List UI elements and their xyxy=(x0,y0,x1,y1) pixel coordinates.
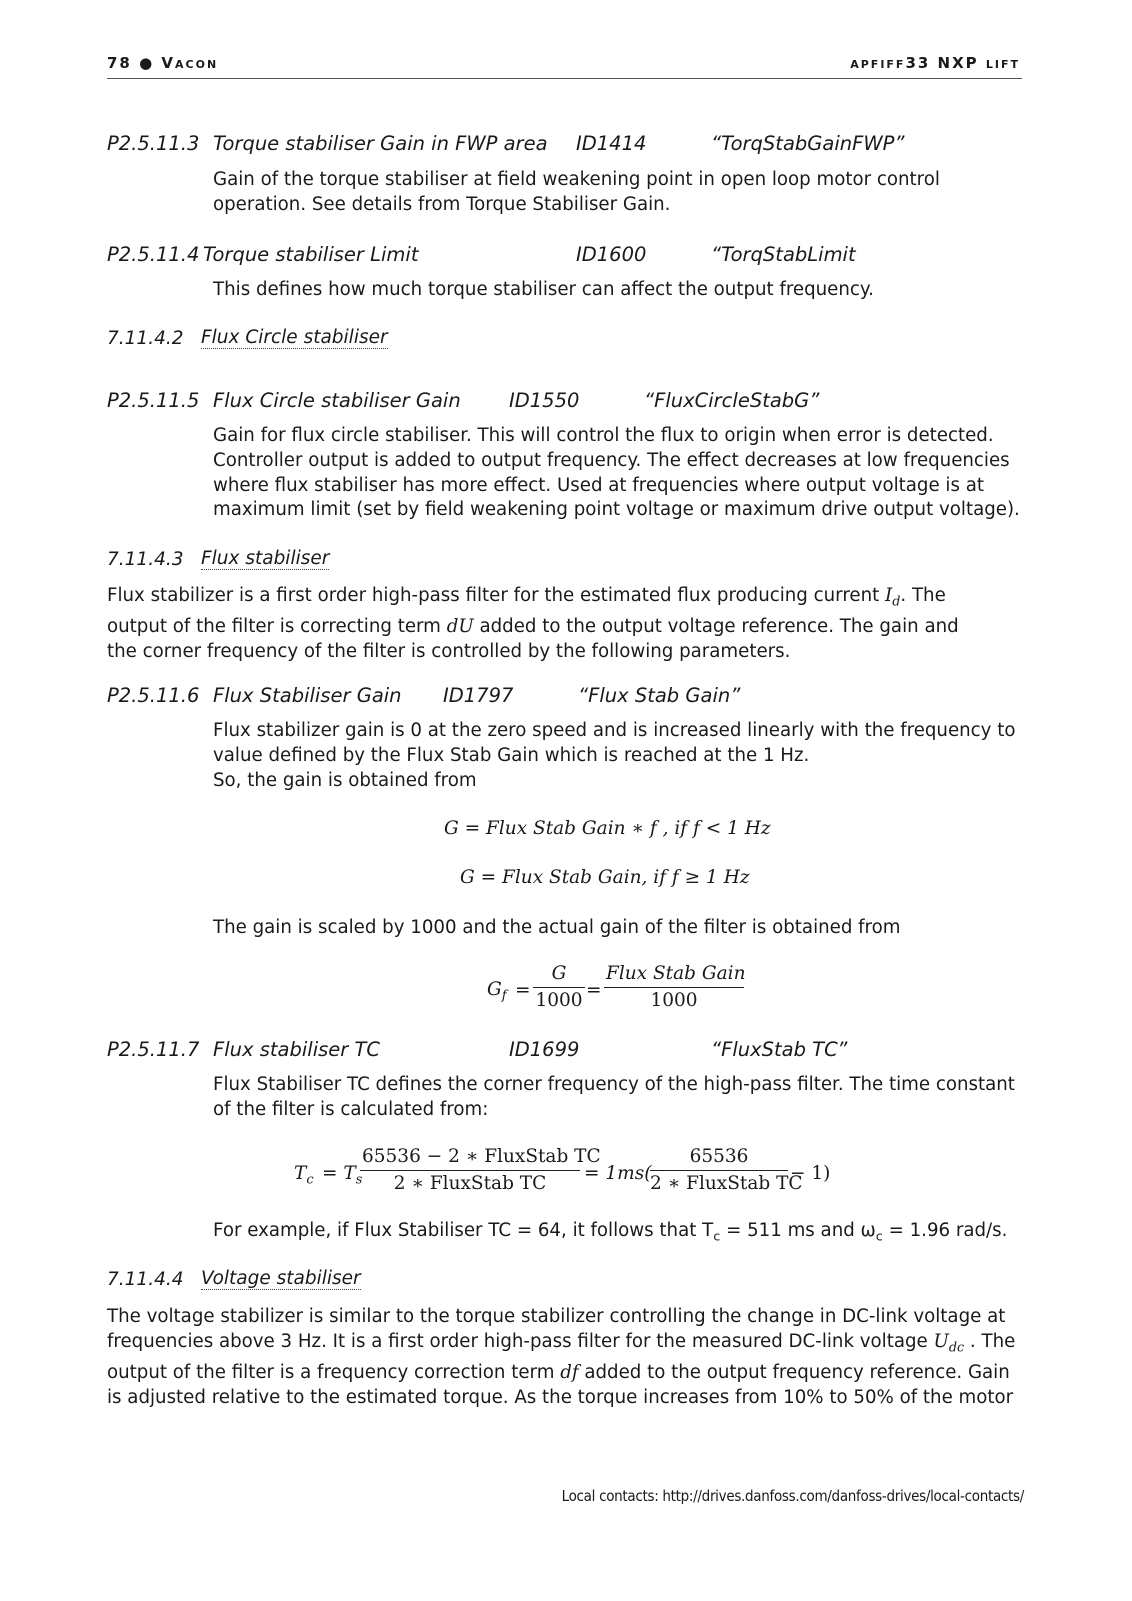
equation-gain-below-1hz: G = Flux Stab Gain ∗ f , if f < 1 Hz xyxy=(444,818,771,839)
text-run: = 1.96 rad/s. xyxy=(882,1220,1008,1241)
fraction xyxy=(360,1146,601,1194)
param-code: P2.5.11.6 xyxy=(107,684,200,707)
param-name: Flux Stabiliser Gain xyxy=(213,684,402,707)
math-var: U xyxy=(933,1330,949,1352)
text-run: . The xyxy=(900,585,946,606)
text-line: the corner frequency of the filter is controlled by the following parameters. xyxy=(107,641,791,663)
page-header xyxy=(107,52,1022,79)
subscript: c xyxy=(875,1229,883,1245)
paragraph xyxy=(213,1073,1015,1123)
param-code: P2.5.11.7 xyxy=(107,1038,200,1061)
section-number: 7.11.4.2 xyxy=(107,328,184,349)
fraction-denominator: 2 ∗ FluxStab TC xyxy=(393,1173,547,1194)
eq-sign: = xyxy=(586,980,602,1001)
param-tag: “Flux Stab Gain” xyxy=(578,684,741,707)
param-code: P2.5.11.5 xyxy=(107,389,200,412)
text-run: added to the output frequency reference. Gain xyxy=(578,1362,1010,1384)
footer-local-contacts: Local contacts: http://drives.danfoss.com/danfoss-drives/local-contacts/ xyxy=(561,1487,1024,1505)
text-run: = 511 ms and ω xyxy=(720,1220,876,1241)
paragraph xyxy=(213,278,874,303)
paragraph xyxy=(213,916,900,941)
paragraph xyxy=(213,1219,1007,1250)
eq-lhs xyxy=(294,1163,314,1188)
text-line: So, the gain is obtained from xyxy=(213,769,477,791)
math-symbol-df: df xyxy=(560,1362,579,1384)
text-run: Flux stabilizer is a first order high-pass filter for the estimated flux producing current xyxy=(107,585,886,606)
param-name: Torque stabiliser Gain in FWP area xyxy=(213,132,548,155)
math-symbol-id xyxy=(885,585,901,610)
param-name: Torque stabiliser Limit xyxy=(203,243,419,266)
param-id: ID1550 xyxy=(509,389,580,412)
text-line xyxy=(107,1361,1015,1386)
section-number: 7.11.4.4 xyxy=(107,1269,184,1290)
fraction-numerator: 65536 − 2 ∗ FluxStab TC xyxy=(360,1146,580,1171)
param-id: ID1699 xyxy=(509,1038,580,1061)
math-sub: s xyxy=(355,1172,363,1188)
param-id: ID1414 xyxy=(576,132,647,155)
param-code: P2.5.11.4 xyxy=(107,243,200,266)
param-tag: “FluxCircleStabG” xyxy=(644,389,820,412)
fraction-numerator: Flux Stab Gain xyxy=(604,963,744,988)
eq-end: − 1) xyxy=(790,1163,831,1184)
text-line: maximum limit (set by field weakening point voltage or maximum drive output voltage). xyxy=(213,499,1020,521)
text-line: Controller output is added to output frequency. The effect decreases at low frequencies xyxy=(213,449,1010,471)
fraction xyxy=(604,963,744,1011)
text-line: Flux stabilizer gain is 0 at the zero speed and is increased linearly with the frequency to xyxy=(213,720,1016,741)
paragraph xyxy=(213,424,1020,523)
text-line: Flux Stabiliser TC defines the corner frequency of the high-pass filter. The time constant xyxy=(213,1074,1015,1095)
param-name: Flux stabiliser TC xyxy=(213,1038,381,1061)
math-sub: c xyxy=(306,1172,314,1188)
paragraph xyxy=(107,584,959,665)
param-name: Flux Circle stabiliser Gain xyxy=(213,389,461,412)
text-line xyxy=(107,1330,1015,1361)
text-line xyxy=(213,1219,1007,1250)
param-tag: “FluxStab TC” xyxy=(711,1038,848,1061)
text-line: of the filter is calculated from: xyxy=(213,1098,489,1120)
header-manual-title: apfiff33 NXP lift xyxy=(850,54,1020,72)
text-line xyxy=(107,615,959,640)
fraction-denominator: 1000 xyxy=(535,990,583,1011)
text-line: is adjusted relative to the estimated torque. As the torque increases from 10% to 50% of the motor xyxy=(107,1387,1014,1409)
section-title: Flux stabiliser xyxy=(201,548,330,569)
math-sub: d xyxy=(892,594,901,610)
param-tag: “TorqStabLimit xyxy=(711,243,856,266)
text-run: added to the output voltage reference. The gain and xyxy=(473,616,959,638)
text-line: Gain of the torque stabiliser at field weakening point in open loop motor control xyxy=(213,169,940,190)
math-var: T xyxy=(294,1163,307,1184)
math-var: = T xyxy=(322,1163,356,1184)
text-run: frequencies above 3 Hz. It is a first order high-pass filter for the measured DC-link voltage xyxy=(107,1330,934,1352)
fraction-numerator: G xyxy=(533,963,585,988)
text-run: output of the filter is a frequency correction term xyxy=(107,1362,561,1384)
text-line: where flux stabiliser has more effect. Used at frequencies where output voltage is at xyxy=(213,474,985,496)
text-line: The voltage stabilizer is similar to the torque stabilizer controlling the change in DC-link voltage at xyxy=(107,1306,1006,1327)
fraction-denominator: 1000 xyxy=(650,990,698,1011)
math-sub: dc xyxy=(948,1340,965,1356)
fraction-denominator: 2 ∗ FluxStab TC xyxy=(650,1173,803,1194)
fraction xyxy=(533,963,585,1011)
paragraph xyxy=(213,719,1015,793)
eq-rhs-ts xyxy=(322,1163,362,1188)
eq-lhs xyxy=(487,979,507,1004)
text-run: output of the filter is correcting term xyxy=(107,616,447,638)
math-sub: f xyxy=(501,988,507,1004)
text-line: operation. See details from Torque Stabiliser Gain. xyxy=(213,193,671,215)
text-line: The gain is scaled by 1000 and the actual gain of the filter is obtained from xyxy=(213,917,901,938)
text-line xyxy=(107,584,959,615)
eq-middle: = 1ms( xyxy=(584,1163,652,1184)
math-var: I xyxy=(885,585,893,606)
section-title: Flux Circle stabiliser xyxy=(201,327,388,348)
text-line: value defined by the Flux Stab Gain which is reached at the 1 Hz. xyxy=(213,744,810,766)
section-title: Voltage stabiliser xyxy=(201,1268,361,1289)
param-tag: “TorqStabGainFWP” xyxy=(711,132,905,155)
eq-sign: = xyxy=(515,980,531,1001)
math-symbol-du: dU xyxy=(446,616,474,638)
paragraph xyxy=(107,1305,1015,1411)
math-symbol-udc xyxy=(933,1330,965,1356)
text-run: . The xyxy=(964,1330,1016,1352)
equation-gain-above-1hz: G = Flux Stab Gain, if f ≥ 1 Hz xyxy=(460,867,750,888)
param-code: P2.5.11.3 xyxy=(107,132,200,155)
section-number: 7.11.4.3 xyxy=(107,549,184,570)
header-page-brand: 78 ● Vacon xyxy=(107,54,219,72)
fraction xyxy=(650,1146,803,1194)
text-line: Gain for flux circle stabiliser. This will control the flux to origin when error is detected. xyxy=(213,425,994,446)
param-id: ID1600 xyxy=(576,243,647,266)
math-var: G xyxy=(487,979,502,1000)
fraction-numerator: 65536 xyxy=(650,1146,788,1171)
subscript: c xyxy=(713,1229,721,1245)
paragraph xyxy=(213,168,940,218)
text-line: This defines how much torque stabiliser can affect the output frequency. xyxy=(213,279,874,300)
param-id: ID1797 xyxy=(443,684,514,707)
text-run: For example, if Flux Stabiliser TC = 64, it follows that T xyxy=(213,1220,714,1241)
